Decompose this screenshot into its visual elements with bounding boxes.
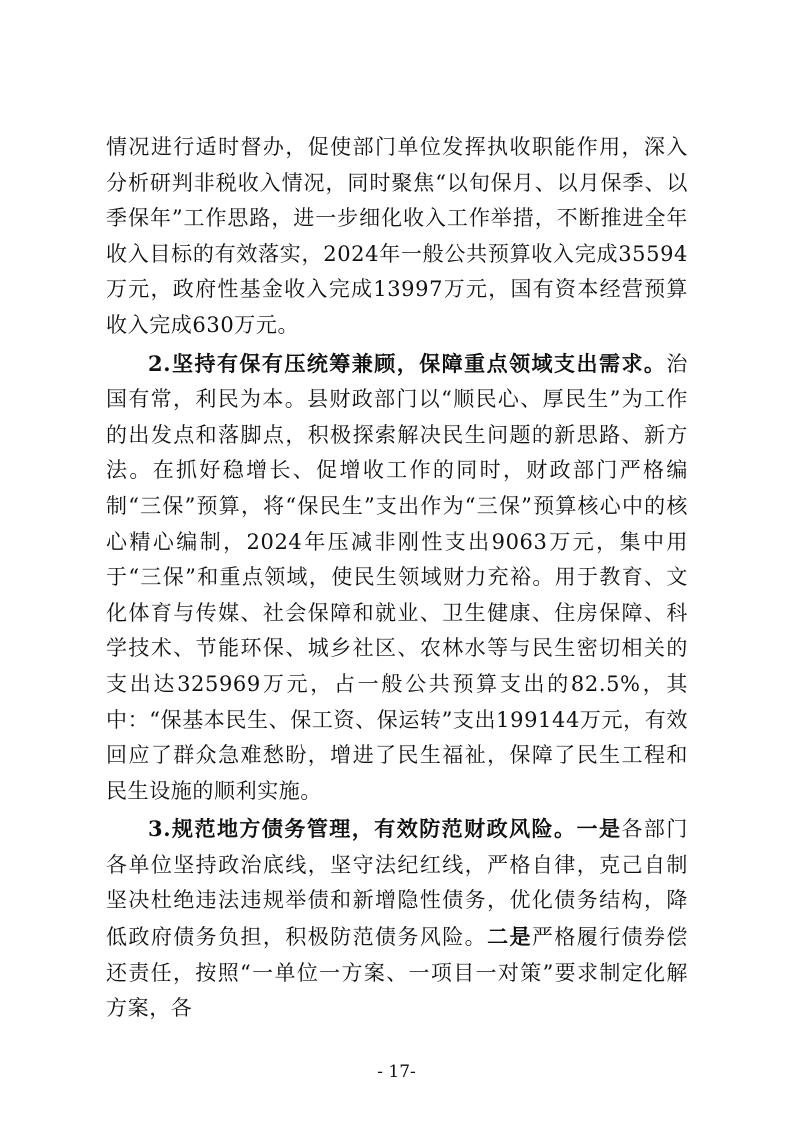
paragraph-livelihood-heading: 2.坚持有保有压统筹兼顾，保障重点领域支出需求。 xyxy=(148,350,667,376)
paragraph-debt-heading: 3.规范地方债务管理，有效防范财政风险。 xyxy=(148,816,577,842)
paragraph-revenue-text: 情况进行适时督办，促使部门单位发挥执收职能作用，深入分析研判非税收入情况，同时聚焦“以旬保月、以月保季、以季保年”工作思路，进一步细化收入工作举措，不断推进全年收入目标的有效落实，2024年一般公共预算收入完成35594万元，政府性基金收入完成13997万元，国有资本经营预算收入完成630万元。 xyxy=(106,135,688,337)
paragraph-livelihood-text: 治国有常，利民为本。县财政部门以“顺民心、厚民生”为工作的出发点和落脚点，积极探索解决民生问题的新思路、新方法。在抓好稳增长、促增收工作的同时，财政部门严格编制“三保”预算，将“保民生”支出作为“三保”预算核心中的核心精心编制，2024年压减非刚性支出9063万元，集中用于“三保”和重点领域，使民生领域财力充裕。用于教育、文化体育与传媒、社会保障和就业、卫生健康、住房保障、科学技术、节能环保、城乡社区、农林水等与民生密切相关的支出达325969万元，占一般公共预算支出的82.5%，其中：“保基本民生、保工资、保运转”支出199144万元，有效回应了群众急难愁盼，增进了民生福祉，保障了民生工程和民生设施的顺利实施。 xyxy=(106,351,688,803)
paragraph-debt-first-label: 一是 xyxy=(576,816,622,842)
paragraph-revenue xyxy=(106,130,688,344)
paragraph-debt-second-label: 二是 xyxy=(487,924,532,950)
paragraph-livelihood-spending xyxy=(106,346,688,810)
page-number: - 17- xyxy=(377,1062,416,1082)
paragraph-debt-second-text: 严格履行债券偿还责任，按照“一单位一方案、一项目一对策”要求制定化解方案，各 xyxy=(106,925,689,1021)
paragraph-debt-management xyxy=(106,811,688,1027)
body-text xyxy=(106,130,688,1027)
paragraph-debt-first-text: 各部门各单位坚持政治底线，坚守法纪红线，严格自律，克己自制坚决杜绝违法违规举债和新增隐性债务，优化债务结构，降低政府债务负担，积极防范债务风险。 xyxy=(106,817,688,950)
